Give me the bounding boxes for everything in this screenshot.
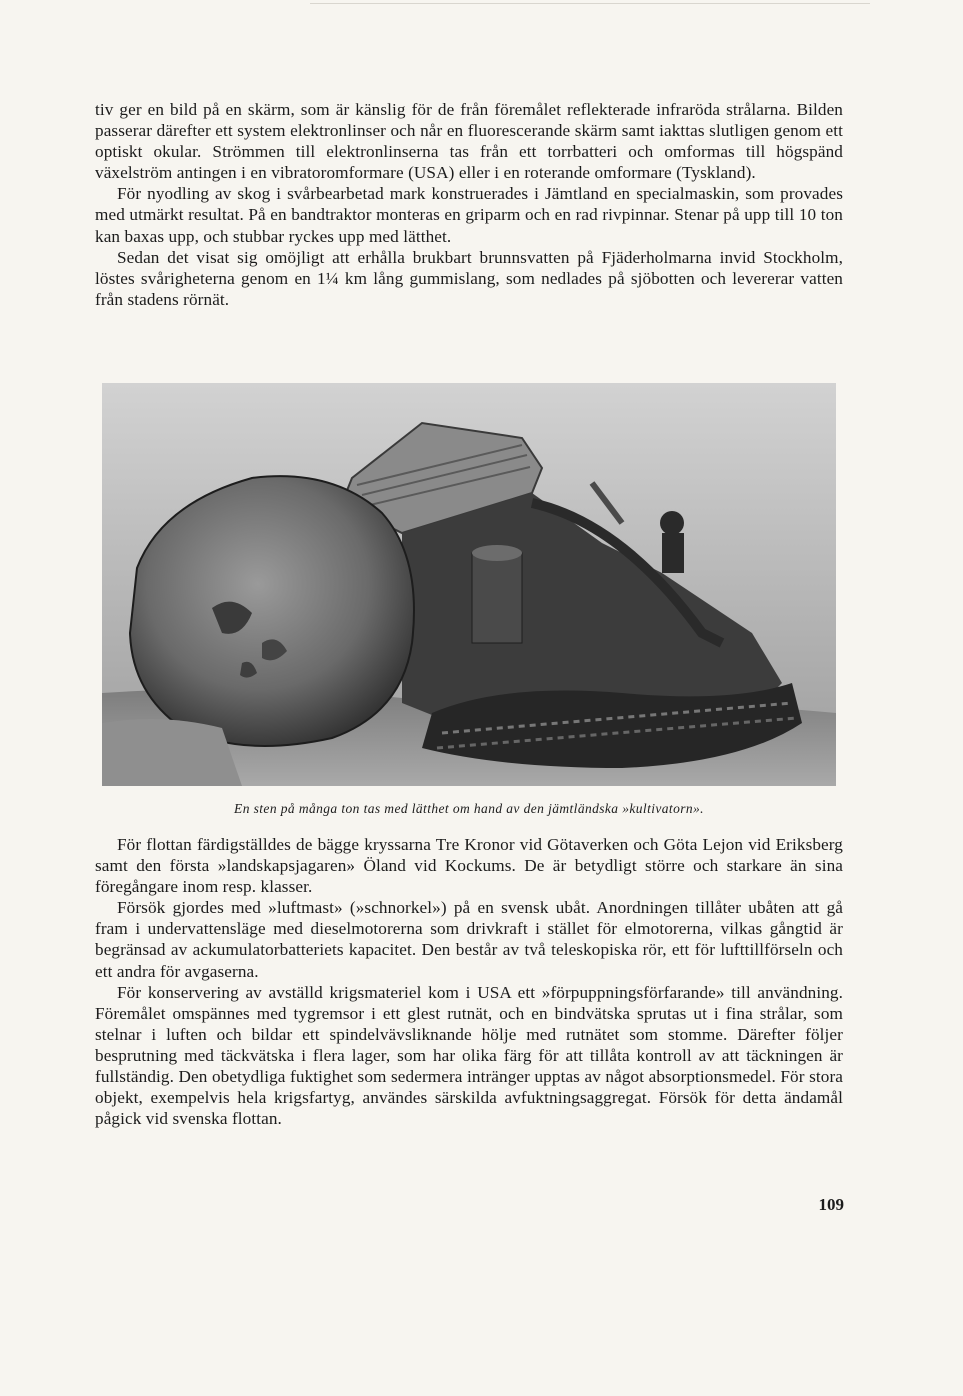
paragraph: Försök gjordes med »luftmast» (»schnorkel») på en svensk ubåt. Anordningen tillåter ubåten att gå fram i undervattensläge med dieselmotorerna som drivkraft i stället för elmotorerna, vilkas gångtid är begränsad av ackumulatorbatteriets kapacitet. Den består av två teleskopiska rör, ett för lufttillförseln och ett andra för avgaserna. — [95, 898, 843, 981]
text-block-top — [95, 99, 843, 310]
text-block-bottom — [95, 834, 843, 1129]
paragraph: Sedan det visat sig omöjligt att erhålla brukbart brunnsvatten på Fjäderholmarna invid Stockholm, löstes svårigheterna genom en 1¼ km lång gummislang, som nedlades på sjöbotten och levererar vatten från stadens rörnät. — [95, 247, 843, 309]
page-number: 109 — [818, 1195, 844, 1214]
paragraph: För flottan färdigställdes de bägge kryssarna Tre Kronor vid Götaverken och Göta Lejon vid Eriksberg samt den första »landskapsjagaren» Öland vid Kockums. De är betydligt större och starkare än sina föregångare inom resp. klasser. — [95, 835, 843, 897]
tractor-boulder-photo — [102, 383, 836, 786]
page-edge-line — [310, 3, 870, 4]
paragraph: tiv ger en bild på en skärm, som är känslig för de från föremålet reflekterade infraröda strålarna. Bilden passerar därefter ett system elektronlinser och når en fluorescerande skärm samt iakttas slutligen genom ett optiskt okular. Strömmen till elektronlinserna tas från ett torrbatteri och omformas till högspänd växelström antingen i en vibratoromformare (USA) eller i en roterande omformare (Tyskland). — [95, 100, 843, 183]
photo-caption: En sten på många ton tas med lätthet om hand av den jämtländska »kultivatorn». — [234, 801, 704, 816]
paragraph: För nyodling av skog i svårbearbetad mark konstruerades i Jämtland en specialmaskin, som provades med utmärkt resultat. På en bandtraktor monteras en griparm och en rad rivpinnar. Stenar på upp till 10 ton kan baxas upp, och stubbar ryckes upp med lätthet. — [95, 184, 843, 246]
paragraph: För konservering av avställd krigsmateriel kom i USA ett »förpuppningsförfarande» till användning. Föremålet omspännes med tygremsor i ett glest rutnät, och en bindvätska sprutas ut i fina strålar, som stelnar i luften och bildar ett spindelvävsliknande hölje med rutnätet som stomme. Därefter följer besprutning med täckvätska i flera lager, som har olika färg för att tillåta kontroll av att täckningen är fullständig. Den obetydliga fuktighet som sedermera intränger upptas av något absorptionsmedel. För stora objekt, exempelvis hela krigsfartyg, användes särskilda avfuktningsaggregat. Försök för detta ändamål pågick vid svenska flottan. — [95, 982, 843, 1129]
